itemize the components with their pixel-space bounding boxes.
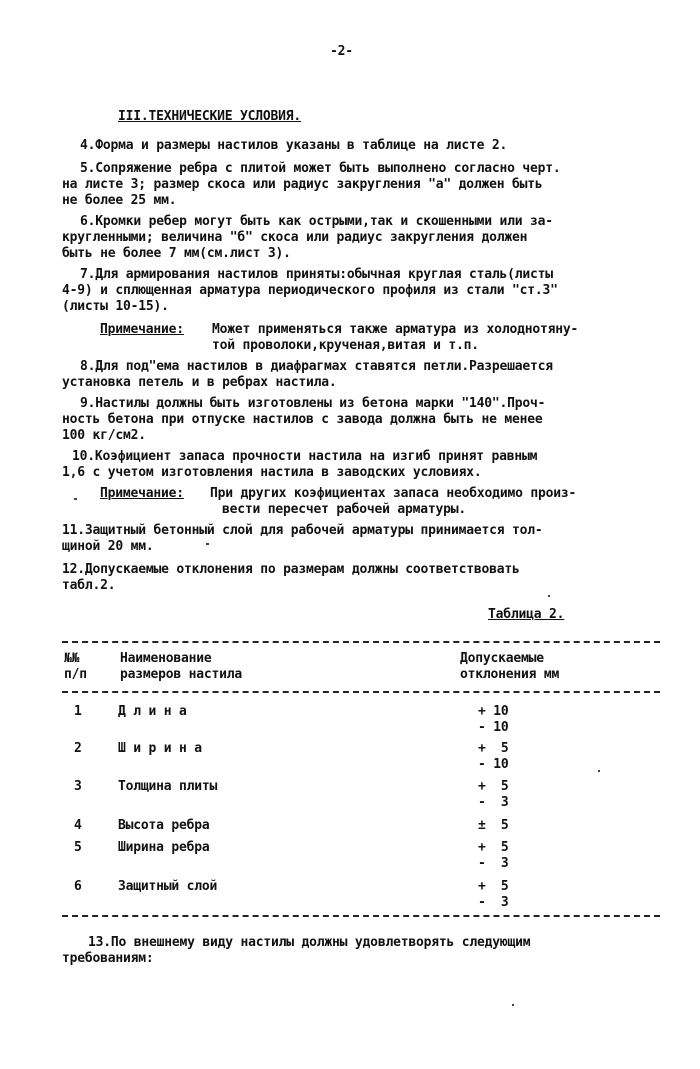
header-name-line-1: Наименование (120, 651, 212, 666)
paragraph-6-line-1: 6.Кромки ребер могут быть как острыми,так и скошенными или за- (80, 214, 553, 229)
table-row-3-tol-plus: + 5 (478, 779, 509, 794)
header-num-line-1: №№ (64, 651, 80, 666)
header-tol-line-2: отклонения мм (460, 667, 560, 682)
paragraph-7-line-2: 4-9) и сплющенная арматура периодического профиля из стали "ст.3" (62, 283, 558, 298)
paragraph-11-line-1: 11.Защитный бетонный слой для рабочей арматуры принимается тол- (62, 523, 543, 538)
paragraph-7-line-1: 7.Для армирования настилов приняты:обычная круглая сталь(листы (80, 267, 553, 282)
table-row-1-tol-plus: + 10 (478, 704, 509, 719)
scan-speck (206, 543, 209, 545)
table-row-2-num: 2 (74, 741, 82, 756)
table-row-3-tol-minus: - 3 (478, 795, 509, 810)
scan-speck (512, 1004, 514, 1006)
header-num-line-2: п/п (64, 667, 87, 682)
paragraph-9-line-1: 9.Настилы должны быть изготовлены из бетона марки "140".Проч- (80, 396, 546, 411)
paragraph-10-line-1: 10.Коэфициент запаса прочности настила на изгиб принят равным (72, 449, 538, 464)
table-row-6-tol-minus: - 3 (478, 895, 509, 910)
table-header-rule (62, 691, 660, 693)
note-2-line-1: При других коэфициентах запаса необходимо произ- (210, 486, 577, 501)
table-bottom-rule (62, 915, 660, 917)
scan-speck (74, 498, 77, 500)
table-row-1-tol-minus: - 10 (478, 720, 509, 735)
paragraph-4: 4.Форма и размеры настилов указаны в таблице на листе 2. (80, 138, 508, 153)
header-tol-line-1: Допускаемые (460, 651, 544, 666)
header-name-line-2: размеров настила (120, 667, 243, 682)
paragraph-5-line-1: 5.Сопряжение ребра с плитой может быть выполнено согласно черт. (80, 161, 561, 176)
paragraph-13-line-2: требованиям: (62, 951, 154, 966)
note-2-line-2: вести пересчет рабочей арматуры. (222, 502, 467, 517)
paragraph-9-line-3: 100 кг/см2. (62, 428, 146, 443)
table-row-5-tol-minus: - 3 (478, 856, 509, 871)
table-row-2-name: Ш и р и н а (118, 741, 202, 756)
note-1-label: Примечание: (100, 322, 184, 337)
table-row-2-tol-plus: + 5 (478, 741, 509, 756)
note-1-line-1: Может применяться также арматура из холоднотяну- (212, 322, 579, 337)
scan-speck (548, 595, 550, 597)
table-row-3-num: 3 (74, 779, 82, 794)
paragraph-11-line-2: щиной 20 мм. (62, 539, 154, 554)
table-top-rule (62, 641, 660, 643)
paragraph-8-line-2: установка петель и в ребрах настила. (62, 375, 337, 390)
paragraph-8-line-1: 8.Для под"ема настилов в диафрагмах ставятся петли.Разрешается (80, 359, 553, 374)
table-row-6-tol-plus: + 5 (478, 879, 509, 894)
paragraph-10-line-2: 1,6 с учетом изготовления настила в заводских условиях. (62, 465, 482, 480)
paragraph-12-line-1: 12.Допускаемые отклонения по размерам должны соответствовать (62, 562, 520, 577)
note-2-label: Примечание: (100, 486, 184, 501)
table-row-5-name: Ширина ребра (118, 840, 210, 855)
paragraph-5-line-3: не более 25 мм. (62, 193, 177, 208)
table-row-6-num: 6 (74, 879, 82, 894)
table-row-5-tol-plus: + 5 (478, 840, 509, 855)
table-row-2-tol-minus: - 10 (478, 757, 509, 772)
page-number: -2- (330, 44, 353, 59)
table-row-3-name: Толщина плиты (118, 779, 218, 794)
paragraph-6-line-2: кругленными; величина "б" скоса или радиус закругления должен (62, 230, 528, 245)
paragraph-13-line-1: 13.По внешнему виду настилы должны удовлетворять следующим (88, 935, 531, 950)
table-row-1-name: Д л и н а (118, 704, 187, 719)
table-row-5-num: 5 (74, 840, 82, 855)
paragraph-7-line-3: (листы 10-15). (62, 299, 169, 314)
table-row-1-num: 1 (74, 704, 82, 719)
note-1-line-2: той проволоки,крученая,витая и т.п. (212, 338, 479, 353)
paragraph-5-line-2: на листе 3; размер скоса или радиус закругления "а" должен быть (62, 177, 543, 192)
section-title: III.ТЕХНИЧЕСКИЕ УСЛОВИЯ. (118, 109, 302, 124)
paragraph-12-line-2: табл.2. (62, 578, 116, 593)
table-row-6-name: Защитный слой (118, 879, 218, 894)
scan-speck (598, 770, 600, 772)
table-row-4-tol: ± 5 (478, 818, 509, 833)
table-row-4-num: 4 (74, 818, 82, 833)
paragraph-6-line-3: быть не более 7 мм(см.лист 3). (62, 246, 291, 261)
table-caption: Таблица 2. (488, 607, 565, 622)
table-row-4-name: Высота ребра (118, 818, 210, 833)
paragraph-9-line-2: ность бетона при отпуске настилов с завода должна быть не менее (62, 412, 543, 427)
